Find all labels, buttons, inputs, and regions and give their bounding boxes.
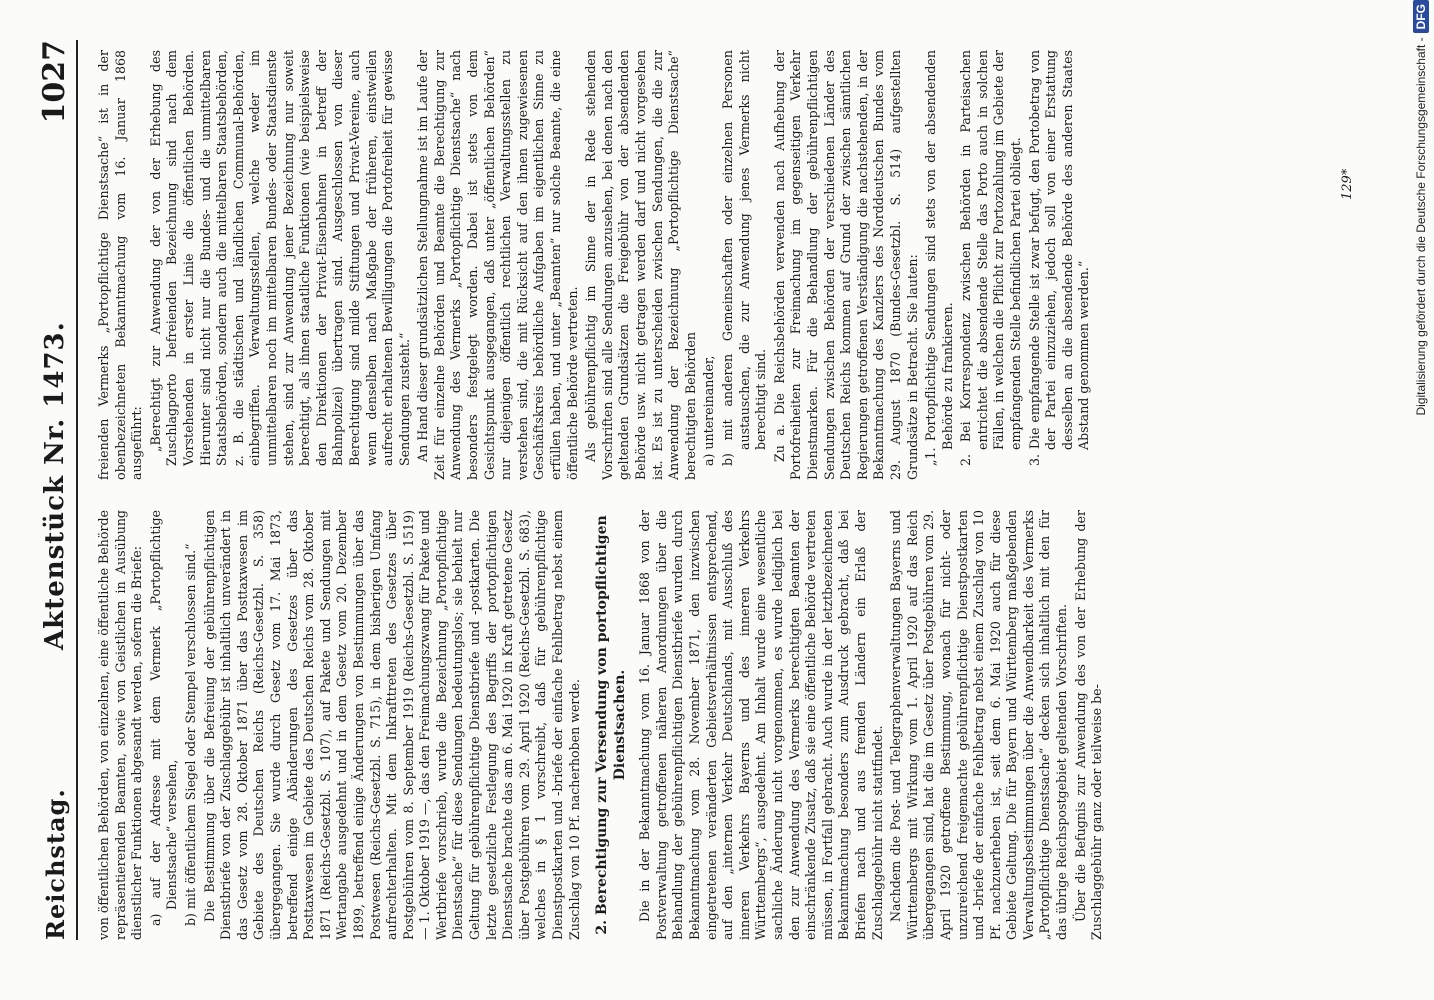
paragraph: Nachdem die Post- und Telegraphenverwaltungen Bayerns und Württembergs mit Wirkung vom 1. April 1920 auf das Reich übergegangen sind, hat die im Gesetz über Postgebühren vom 29. April 1920 getroffene Bestimmung, wonach für nicht- oder unzureichend freigemachte gebührenpflichtige Dienstpostkarten und -briefe der einfache Fehlbetrag nebst einem Zuschlag von 10 Pf. nachzuerheben ist, seit dem 6. Mai 1920 auch für diese Gebiete Geltung. Die für Bayern und Württemberg maßgebenden Verwaltungsbestimmungen über die Anwendbarkeit des Vermerks „Portopflichtige Dienstsache“ decken sich inhaltlich mit den für das übrige Reichspostgebiet geltenden Vorschriften. (888, 510, 1070, 940)
paragraph: Die Bestimmung über die Befreiung der gebührenpflichtigen Dienstbriefe von der Zuschlaggebühr ist inhaltlich unverändert in das Gesetz vom 28. Oktober 1871 über das Posttaxwesen im Gebiete des Deutschen Reichs (Reichs-Gesetzbl. S. 358) übergegangen. Sie wurde durch Gesetz vom 17. Mai 1873, betreffend einige Abänderungen des Gesetzes über das Posttaxwesen im Gebiete des Deutschen Reichs vom 28. Oktober 1871 (Reichs-Gesetzbl. S. 107), auf Pakete und Sendungen mit Wertangabe ausgedehnt und in dem Gesetz vom 20. Dezember 1899, betreffend einige Änderungen von Bestimmungen über das Postwesen (Reichs-Gesetzbl. S. 715), in dem bisherigen Umfang aufrechterhalten. Mit dem Inkrafttreten des Gesetzes über Postgebühren vom 8. September 1919 (Reichs-Gesetzbl. S. 1519) — 1. Oktober 1919 —, das den Freimachungszwang für Pakete und Wertbriefe vorschrieb, wurde die Bezeichnung „Portopflichtige Dienstsache“ für diese Sendungen bedeutungslos; sie behielt nur Geltung für gebührenpflichtige Dienstbriefe und -postkarten. Die letzte gesetzliche Festlegung des Begriffs der portopflichtigen Dienstsache brachte das am 6. Mai 1920 in Kraft getretene Gesetz über Postgebühren vom 29. April 1920 (Reichs-Gesetzbl. S. 683), welches in § 1 vorschreibt, daß für gebührenpflichtige Dienstpostkarten und -briefe der einfache Fehlbetrag nebst einem Zuschlag von 10 Pf. nacherhoben werde. (201, 510, 582, 940)
numbered-item: 3. Die empfangende Stelle ist zwar befugt, den Portobetrag von der Partei einzuziehen, jedoch soll von einer Erstattung desselben an die absendende Behörde des anderen Staates Abstand genommen werden.“ (1026, 50, 1092, 466)
credit-text: Digitalisierung gefördert durch die Deutsche Forschungsgemeinschaft - (1414, 37, 1428, 416)
paragraph: freienden Vermerks „Portopflichtige Dienstsache“ ist in der obenbezeichneten Bekanntmachung vom 16. Januar 1868 ausgeführt: (96, 50, 145, 480)
credit-line (1410, 0, 1432, 1000)
paragraph: von öffentlichen Behörden, von einzelnen, eine öffentliche Behörde repräsentierenden Beamten, sowie von Geistlichen in Ausübung dienstlicher Funktionen abgesandt werden, sofern die Briefe: (96, 510, 145, 940)
right-text-column (96, 50, 1346, 480)
paragraph: Über die Befugnis zur Anwendung des von der Erhebung der Zuschlaggebühr ganz oder teilweise be- (1072, 510, 1105, 940)
left-text-column (96, 510, 1346, 940)
paragraph: Die in der Bekanntmachung vom 16. Januar 1868 von der Postverwaltung getroffenen näheren Anordnungen über die Behandlung der gebührenpflichtigen Dienstbriefe wurden durch Bekanntmachung vom 28. November 1871, den inzwischen eingetretenen veränderten Gebietsverhältnissen entsprechend, auf den „internen Verkehr Deutschlands, mit Ausschluß des inneren Verkehrs Bayerns und des inneren Verkehrs Württembergs“, ausgedehnt. Am Inhalt wurde eine wesentliche sachliche Änderung nicht vorgenommen, es wurde lediglich bei den zur Anwendung des Vermerks berechtigten Beamten der einschränkende Zusatz, daß sie eine öffentliche Behörde vertreten müssen, in Fortfall gebracht. Auch wurde in der letztbezeichneten Bekanntmachung besonders zum Ausdruck gebracht, daß bei Briefen nach und aus fremden Ländern ein Erlaß der Zuschlaggebühr nicht stattfindet. (637, 510, 885, 940)
numbered-item: „1. Portopflichtige Sendungen sind stets von der absendenden Behörde zu frankieren. (923, 50, 955, 466)
digitization-credit-strip (1404, 0, 1434, 1000)
list-item: b) mit öffentlichem Siegel oder Stempel verschlossen sind.“ (182, 543, 198, 926)
section-heading: 2. Berechtigung zur Versendung von portopflichtigen Dienstsachen. (594, 515, 629, 935)
list-item: a) auf der Adresse mit dem Vermerk „Portopflichtige Dienstsache“ versehen, (147, 510, 180, 926)
page-number: 1027 (37, 40, 72, 124)
list-item: a) untereinander, (701, 355, 717, 466)
page-header (36, 40, 78, 940)
numbered-item: 2. Bei Korrespondenz zwischen Behörden in Parteisachen entrichtet die absendende Stelle das Porto auch in solchen Fällen, in welchen die Pflicht zur Portozahlung im Gebiete der empfangenden Stelle befindlichen Partei obliegt. (958, 50, 1024, 466)
dfg-logo: DFG (1413, 0, 1429, 33)
printer-signature: 129* (1340, 168, 1355, 200)
block-quote: „Berechtigt zur Anwendung der von der Erhebung des Zuschlagporto befreienden Bezeichnung sind nach dem Vorstehenden in erster Linie die öffentlichen Behörden. Hierunter sind nicht nur die Bundes- und die unmittelbaren Staatsbehörden, sondern auch die mittelbaren Staatsbehörden, z. B. die städtischen und ländlichen Communal-Behörden, einbegriffen. Verwaltungsstellen, welche weder im unmittelbaren noch im mittelbaren Bundes- oder Staatsdienste stehen, sind zur Anwendung jener Bezeichnung nur soweit berechtigt, als ihnen staatliche Funktionen (wie beispielsweise den Direktionen der Privat-Eisenbahnen in betreff der Bahnpolizei) übertragen sind. Ausgeschlossen von dieser Berechtigung sind milde Stiftungen und Privat-Vereine, auch wenn denselben nach Maßgabe der früheren, einstweilen aufrecht erhaltenen Bewilligungen die Portofreiheit für gewisse Sendungen zusteht.“ (147, 50, 412, 466)
paragraph: Zu a. Die Reichsbehörden verwenden nach Aufhebung der Portofreiheiten zur Freimachung im gegenseitigen Verkehr Dienstmarken. Für die Behandlung der gebührenpflichtigen Sendungen zwischen Behörden der verschiedenen Länder des Deutschen Reichs kommen auf Grund der zwischen sämtlichen Regierungen getroffenen Verständigung die nachstehenden, in der Bekanntmachung des Kanzlers des Norddeutschen Bundes vom 29. August 1870 (Bundes-Gesetzbl. S. 514) aufgestellten Grundsätze in Betracht. Sie lauten: (771, 50, 920, 480)
paragraph: Als gebührenpflichtig im Sinne der in Rede stehenden Vorschriften sind alle Sendungen anzusehen, bei denen nach den geltenden Grundsätzen die Freigebühr von der absendenden Behörde usw. nicht getragen werden darf und nicht vorgesehen ist. Es ist zu unterscheiden zwischen Sendungen, die die zur Anwendung der Bezeichnung „Portopflichtige Dienstsache“ berechtigten Behörden (583, 50, 698, 480)
list-item: b) mit anderen Gemeinschaften oder einzelnen Personen austauschen, die zur Anwendung jenes Vermerks nicht berechtigt sind. (719, 50, 769, 466)
header-reichstag: Reichstag. (41, 788, 70, 940)
paragraph: An Hand dieser grundsätzlichen Stellungnahme ist im Laufe der Zeit für einzelne Behörden und Beamte die Berechtigung zur Anwendung des Vermerks „Portopflichtige Dienstsache“ nach besonders festgelegt worden. Dabei ist stets von dem Gesichtspunkt ausgegangen, daß unter „öffentlichen Behörden“ nur diejenigen öffentlich rechtlichen Verwaltungsstellen zu verstehen sind, die mit Rücksicht auf den ihnen zugewiesenen Geschäftskreis behördliche Aufgaben im eigentlichen Sinne zu erfüllen haben, und unter „Beamten“ nur solche Beamte, die eine öffentliche Behörde vertreten. (415, 50, 580, 480)
header-aktenstueck: Aktenstück Nr. 1473. (40, 321, 70, 650)
